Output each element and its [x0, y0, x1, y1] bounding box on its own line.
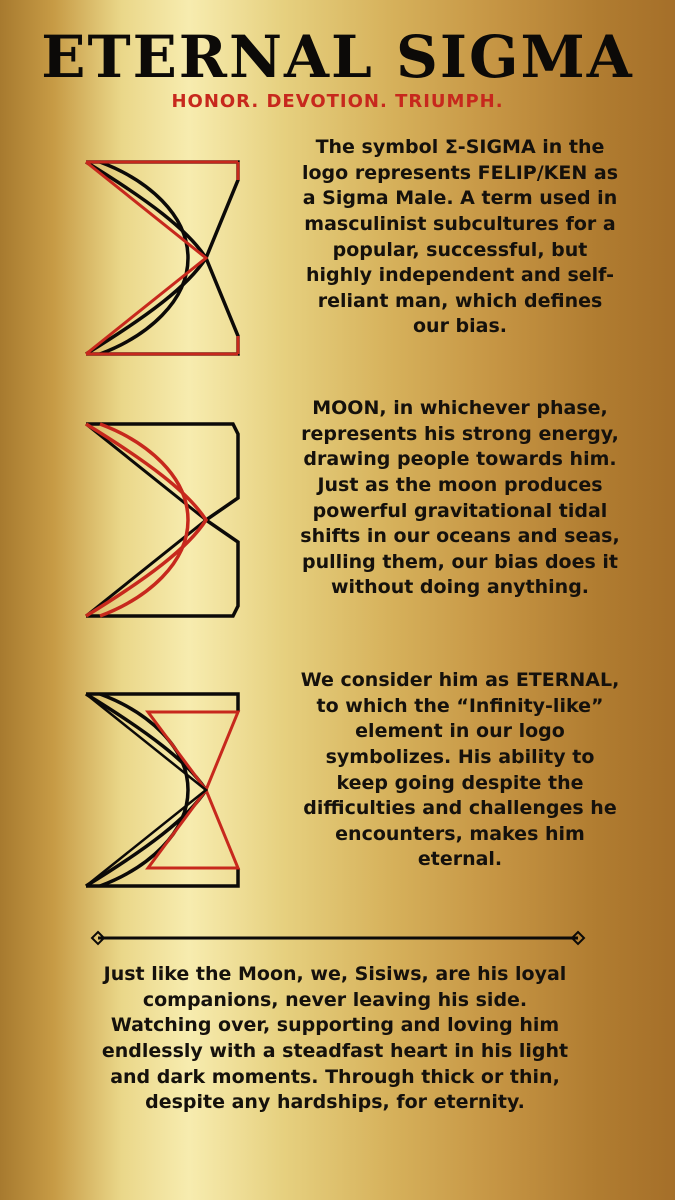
closing-paragraph: Just like the Moon, we, Sisiws, are his loyal companions, never leaving his side. Watching over, supporting and loving him endlessly with a steadfast heart in his light and dark moments. Through thick or thin, despite any hardships, for eternity. [101, 963, 569, 1114]
eternal-paragraph: We consider him as ETERNAL, to which the “Infinity-like” element in our logo symbolizes. His ability to keep going despite the difficulties and challenges he encounters, makes him eternal. [300, 669, 620, 871]
sigma-paragraph: The symbol Σ-SIGMA in the logo represents FELIP/KEN as a Sigma Male. A term used in masculinist subcultures for a popular, successful, but highly independent and self-reliant man, which defines our bias. [301, 136, 619, 338]
ornamental-divider [88, 930, 588, 946]
infinity-symbol-icon [78, 692, 246, 892]
sigma-symbol-icon [78, 160, 246, 360]
moon-paragraph: MOON, in whichever phase, represents his strong energy, drawing people towards him. Just as the moon produces powerful gravitational tidal shifts in our oceans and seas, pulling them, our bias does it without doing anything. [300, 397, 620, 599]
page-title: ETERNAL SIGMA [41, 23, 634, 91]
tagline: HONOR. DEVOTION. TRIUMPH. [171, 91, 504, 112]
moon-symbol-icon [78, 422, 246, 622]
